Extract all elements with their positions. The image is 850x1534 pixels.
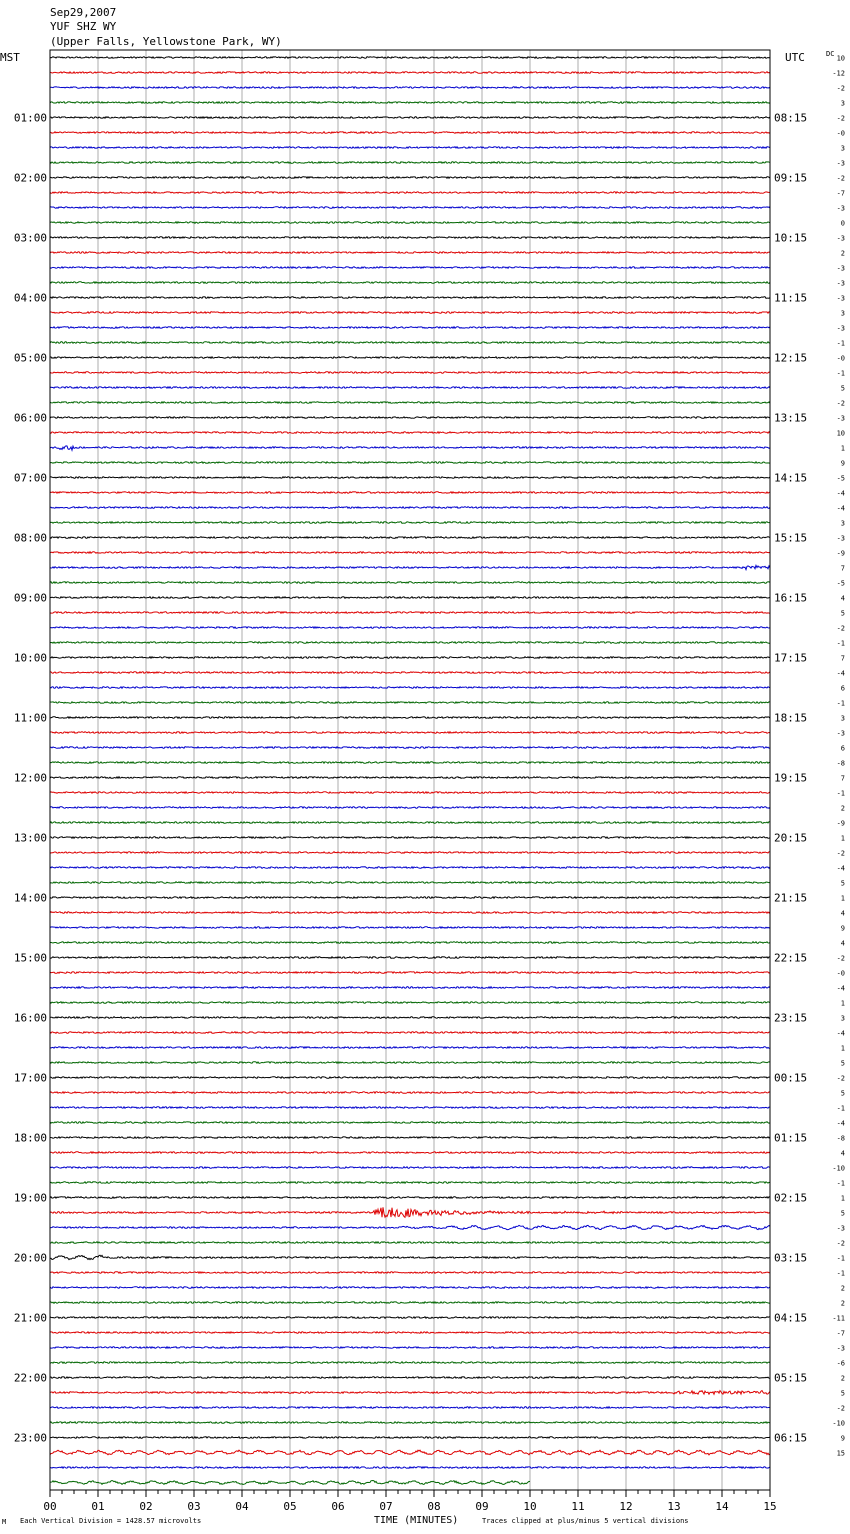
dc-offset: -3 xyxy=(836,729,845,738)
right-hour-label: 00:15 xyxy=(774,1071,808,1085)
dc-offset: -1 xyxy=(836,789,845,798)
trace-89 xyxy=(50,1391,770,1395)
trace-25 xyxy=(50,432,770,434)
dc-offset: -1 xyxy=(836,639,845,648)
dc-offset: -2 xyxy=(836,1404,845,1413)
trace-83 xyxy=(50,1302,770,1304)
x-tick-label: 15 xyxy=(763,1500,777,1513)
trace-65 xyxy=(50,1032,770,1034)
dc-offset: -2 xyxy=(836,84,845,93)
trace-32 xyxy=(50,537,770,539)
x-tick-label: 14 xyxy=(715,1500,729,1513)
trace-16 xyxy=(50,297,770,299)
left-hour-label: 12:00 xyxy=(13,771,47,785)
trace-17 xyxy=(50,312,770,314)
dc-offset: 1 xyxy=(840,834,845,843)
dc-offset: -4 xyxy=(836,864,845,873)
dc-offset: 1 xyxy=(840,999,845,1008)
right-hour-label: 02:15 xyxy=(774,1191,808,1205)
dc-offset: -2 xyxy=(836,624,845,633)
trace-26 xyxy=(50,446,770,450)
trace-72 xyxy=(50,1137,770,1139)
trace-63 xyxy=(50,1002,770,1004)
dc-offset: 3 xyxy=(840,1014,845,1023)
trace-67 xyxy=(50,1062,770,1064)
dc-offset: 6 xyxy=(840,744,845,753)
trace-90 xyxy=(50,1407,770,1409)
left-hour-label: 08:00 xyxy=(13,531,47,545)
dc-offset: 10 xyxy=(836,54,845,63)
dc-offset: 3 xyxy=(840,519,845,528)
trace-73 xyxy=(50,1152,770,1154)
right-axis-label: UTC xyxy=(785,51,805,64)
dc-offset: 6 xyxy=(840,684,845,693)
trace-27 xyxy=(50,462,770,464)
trace-48 xyxy=(50,777,770,779)
x-tick-label: 08 xyxy=(427,1500,441,1513)
dc-offset: 5 xyxy=(840,1209,845,1218)
left-hour-label: 22:00 xyxy=(13,1371,47,1385)
left-hour-label: 09:00 xyxy=(13,591,47,605)
dc-offset: -1 xyxy=(836,699,845,708)
dc-offset: -1 xyxy=(836,369,845,378)
trace-64 xyxy=(50,1017,770,1019)
trace-61 xyxy=(50,972,770,974)
dc-offset: -9 xyxy=(836,819,845,828)
right-hour-label: 06:15 xyxy=(774,1431,808,1445)
left-hour-label: 01:00 xyxy=(13,111,47,125)
dc-offset: -4 xyxy=(836,504,845,513)
footer-scale-note: Each Vertical Division = 1428.57 microvolts xyxy=(20,1517,202,1525)
left-hour-label: 13:00 xyxy=(13,831,47,845)
trace-38 xyxy=(50,627,770,629)
dc-offset: 15 xyxy=(836,1449,845,1458)
dc-offset: -2 xyxy=(836,114,845,123)
trace-21 xyxy=(50,372,770,374)
dc-offset: -1 xyxy=(836,1269,845,1278)
trace-79 xyxy=(50,1242,770,1244)
trace-37 xyxy=(50,612,770,614)
footer-clip-note: Traces clipped at plus/minus 5 vertical divisions xyxy=(482,1517,689,1525)
right-hour-label: 19:15 xyxy=(774,771,808,785)
left-hour-label: 02:00 xyxy=(13,171,47,185)
trace-30 xyxy=(50,507,770,509)
dc-offset: -3 xyxy=(836,234,845,243)
trace-42 xyxy=(50,687,770,689)
trace-49 xyxy=(50,792,770,794)
trace-68 xyxy=(50,1077,770,1079)
dc-offset: -3 xyxy=(836,159,845,168)
right-hour-label: 04:15 xyxy=(774,1311,808,1325)
dc-offset: 7 xyxy=(840,564,845,573)
trace-24 xyxy=(50,417,770,419)
left-hour-label: 19:00 xyxy=(13,1191,47,1205)
trace-1 xyxy=(50,72,770,74)
dc-offset: -12 xyxy=(832,69,845,78)
trace-53 xyxy=(50,852,770,854)
x-tick-label: 06 xyxy=(331,1500,345,1513)
trace-55 xyxy=(50,882,770,884)
dc-offset: -2 xyxy=(836,399,845,408)
dc-offset: 3 xyxy=(840,714,845,723)
left-hour-label: 16:00 xyxy=(13,1011,47,1025)
dc-offset: -3 xyxy=(836,414,845,423)
trace-80 xyxy=(50,1255,770,1259)
trace-29 xyxy=(50,492,770,494)
dc-offset: -7 xyxy=(836,189,845,198)
trace-0 xyxy=(50,57,770,59)
trace-13 xyxy=(50,252,770,254)
dc-offset: 1 xyxy=(840,1044,845,1053)
dc-offset: 7 xyxy=(840,654,845,663)
right-hour-label: 15:15 xyxy=(774,531,808,545)
x-tick-label: 04 xyxy=(235,1500,249,1513)
left-hour-label: 18:00 xyxy=(13,1131,47,1145)
left-hour-label: 06:00 xyxy=(13,411,47,425)
dc-offset: 1 xyxy=(840,894,845,903)
dc-offset: -4 xyxy=(836,489,845,498)
trace-20 xyxy=(50,357,770,359)
left-hour-label: 10:00 xyxy=(13,651,47,665)
dc-offset: -3 xyxy=(836,1224,845,1233)
dc-offset: -2 xyxy=(836,954,845,963)
dc-offset: -3 xyxy=(836,1344,845,1353)
dc-offset: 5 xyxy=(840,1089,845,1098)
left-axis-label: MST xyxy=(0,51,20,64)
right-hour-label: 12:15 xyxy=(774,351,808,365)
dc-offset: 1 xyxy=(840,444,845,453)
dc-offset: 5 xyxy=(840,1389,845,1398)
dc-label: DC xyxy=(826,50,835,58)
right-hour-label: 01:15 xyxy=(774,1131,808,1145)
dc-offset: -4 xyxy=(836,1119,845,1128)
dc-offset: -2 xyxy=(836,174,845,183)
dc-offset: -2 xyxy=(836,849,845,858)
dc-offset: -1 xyxy=(836,1254,845,1263)
trace-3 xyxy=(50,102,770,104)
dc-offset: -3 xyxy=(836,534,845,543)
trace-15 xyxy=(50,282,770,284)
trace-33 xyxy=(50,552,770,554)
dc-offset: -8 xyxy=(836,759,845,768)
trace-19 xyxy=(50,342,770,344)
dc-offset: 5 xyxy=(840,384,845,393)
trace-28 xyxy=(50,477,770,479)
dc-offset: -3 xyxy=(836,279,845,288)
right-hour-label: 20:15 xyxy=(774,831,808,845)
dc-offset: 4 xyxy=(840,939,845,948)
trace-74 xyxy=(50,1167,770,1169)
right-hour-label: 16:15 xyxy=(774,591,808,605)
right-hour-label: 11:15 xyxy=(774,291,808,305)
trace-5 xyxy=(50,132,770,134)
dc-offset: 3 xyxy=(840,309,845,318)
trace-39 xyxy=(50,642,770,644)
trace-60 xyxy=(50,957,770,959)
trace-51 xyxy=(50,822,770,824)
trace-18 xyxy=(50,327,770,329)
trace-81 xyxy=(50,1272,770,1274)
x-tick-label: 11 xyxy=(571,1500,585,1513)
trace-2 xyxy=(50,87,770,89)
x-tick-label: 05 xyxy=(283,1500,297,1513)
x-tick-label: 13 xyxy=(667,1500,681,1513)
right-hour-label: 05:15 xyxy=(774,1371,808,1385)
trace-91 xyxy=(50,1422,770,1424)
x-axis xyxy=(43,1490,776,1513)
dc-offset: 5 xyxy=(840,879,845,888)
right-hour-label: 14:15 xyxy=(774,471,808,485)
dc-offset: 5 xyxy=(840,609,845,618)
left-hour-label: 03:00 xyxy=(13,231,47,245)
dc-offset: -3 xyxy=(836,324,845,333)
dc-offset: 2 xyxy=(840,804,845,813)
trace-12 xyxy=(50,237,770,239)
trace-34 xyxy=(50,565,770,569)
trace-40 xyxy=(50,657,770,659)
dc-offset: 4 xyxy=(840,909,845,918)
left-hour-label: 04:00 xyxy=(13,291,47,305)
left-hour-label: 14:00 xyxy=(13,891,47,905)
trace-4 xyxy=(50,117,770,119)
left-hour-labels xyxy=(14,112,47,1445)
footer-mark: M xyxy=(2,1518,7,1526)
dc-offset: -4 xyxy=(836,1029,845,1038)
trace-14 xyxy=(50,267,770,269)
dc-offset: -1 xyxy=(836,1179,845,1188)
dc-offset: 2 xyxy=(840,249,845,258)
trace-58 xyxy=(50,927,770,929)
trace-8 xyxy=(50,177,770,179)
x-tick-label: 02 xyxy=(139,1500,153,1513)
trace-47 xyxy=(50,762,770,764)
dc-offset: 0 xyxy=(840,219,845,228)
dc-offset: -0 xyxy=(836,129,845,138)
dc-offset: -1 xyxy=(836,339,845,348)
x-tick-label: 10 xyxy=(523,1500,537,1513)
trace-50 xyxy=(50,807,770,809)
dc-offset: -7 xyxy=(836,1329,845,1338)
right-hour-label: 08:15 xyxy=(774,111,808,125)
trace-52 xyxy=(50,837,770,839)
dc-offset: 1 xyxy=(840,1194,845,1203)
trace-94 xyxy=(50,1467,770,1469)
trace-66 xyxy=(50,1047,770,1049)
header-location: (Upper Falls, Yellowstone Park, WY) xyxy=(50,35,282,48)
trace-69 xyxy=(50,1092,770,1094)
trace-84 xyxy=(50,1317,770,1319)
x-tick-label: 07 xyxy=(379,1500,393,1513)
right-hour-label: 23:15 xyxy=(774,1011,808,1025)
left-hour-label: 17:00 xyxy=(13,1071,47,1085)
trace-11 xyxy=(50,222,770,224)
trace-45 xyxy=(50,732,770,734)
dc-offset: 7 xyxy=(840,774,845,783)
dc-offset: -4 xyxy=(836,669,845,678)
header-date: Sep29,2007 xyxy=(50,6,117,19)
trace-88 xyxy=(50,1377,770,1379)
dc-offset: 9 xyxy=(840,924,845,933)
right-hour-label: 21:15 xyxy=(774,891,808,905)
trace-7 xyxy=(50,162,770,164)
header-station: YUF SHZ WY xyxy=(50,20,117,33)
trace-10 xyxy=(50,207,770,209)
right-hour-labels xyxy=(774,112,807,1445)
dc-offset: -4 xyxy=(836,984,845,993)
dc-offset: 2 xyxy=(840,1374,845,1383)
trace-78 xyxy=(50,1225,770,1229)
dc-offset: 3 xyxy=(840,144,845,153)
right-hour-label: 17:15 xyxy=(774,651,808,665)
dc-offset: -5 xyxy=(836,474,845,483)
trace-36 xyxy=(50,597,770,599)
plot-frame xyxy=(50,50,770,1490)
left-hour-label: 11:00 xyxy=(13,711,47,725)
dc-offset: -10 xyxy=(832,1164,845,1173)
left-hour-label: 23:00 xyxy=(13,1431,47,1445)
dc-offset: -8 xyxy=(836,1134,845,1143)
trace-54 xyxy=(50,867,770,869)
trace-85 xyxy=(50,1332,770,1334)
dc-offset: 9 xyxy=(840,1434,845,1443)
dc-offset: -3 xyxy=(836,204,845,213)
dc-offset: 3 xyxy=(840,99,845,108)
trace-44 xyxy=(50,717,770,719)
x-tick-label: 12 xyxy=(619,1500,633,1513)
dc-offset: -0 xyxy=(836,969,845,978)
dc-offset: -3 xyxy=(836,294,845,303)
dc-offset: -11 xyxy=(832,1314,845,1323)
minute-grid xyxy=(98,50,722,1490)
trace-46 xyxy=(50,747,770,749)
left-hour-label: 20:00 xyxy=(13,1251,47,1265)
right-hour-label: 18:15 xyxy=(774,711,808,725)
dc-offset: -2 xyxy=(836,1074,845,1083)
dc-offset: 9 xyxy=(840,459,845,468)
trace-87 xyxy=(50,1362,770,1364)
right-hour-label: 22:15 xyxy=(774,951,808,965)
dc-offset: 2 xyxy=(840,1299,845,1308)
trace-70 xyxy=(50,1107,770,1109)
right-hour-label: 13:15 xyxy=(774,411,808,425)
dc-offset: -1 xyxy=(836,1104,845,1113)
dc-offset: 4 xyxy=(840,594,845,603)
trace-71 xyxy=(50,1122,770,1124)
trace-35 xyxy=(50,582,770,584)
x-axis-title: TIME (MINUTES) xyxy=(374,1515,459,1526)
dc-offset: 5 xyxy=(840,1059,845,1068)
right-hour-label: 03:15 xyxy=(774,1251,808,1265)
x-tick-label: 09 xyxy=(475,1500,489,1513)
x-tick-label: 00 xyxy=(43,1500,57,1513)
trace-92 xyxy=(50,1437,770,1439)
right-hour-label: 09:15 xyxy=(774,171,808,185)
trace-22 xyxy=(50,387,770,389)
right-hour-label: 10:15 xyxy=(774,231,808,245)
dc-offset: -9 xyxy=(836,549,845,558)
trace-93 xyxy=(50,1450,770,1455)
dc-offset: 4 xyxy=(840,1149,845,1158)
trace-59 xyxy=(50,942,770,944)
left-hour-label: 15:00 xyxy=(13,951,47,965)
left-hour-label: 05:00 xyxy=(13,351,47,365)
left-hour-label: 21:00 xyxy=(13,1311,47,1325)
x-tick-label: 01 xyxy=(91,1500,105,1513)
dc-offset: 2 xyxy=(840,1284,845,1293)
trace-62 xyxy=(50,987,770,989)
trace-41 xyxy=(50,672,770,674)
dc-offset: -10 xyxy=(832,1419,845,1428)
trace-group xyxy=(50,57,770,1485)
dc-offset: -5 xyxy=(836,579,845,588)
trace-56 xyxy=(50,897,770,899)
trace-57 xyxy=(50,912,770,914)
trace-23 xyxy=(50,402,770,404)
trace-9 xyxy=(50,192,770,194)
trace-43 xyxy=(50,702,770,704)
dc-offset: -2 xyxy=(836,1239,845,1248)
trace-76 xyxy=(50,1197,770,1199)
trace-77 xyxy=(50,1207,770,1217)
trace-75 xyxy=(50,1182,770,1184)
dc-offset: -6 xyxy=(836,1359,845,1368)
dc-offset-labels xyxy=(832,55,845,1458)
trace-86 xyxy=(50,1347,770,1349)
trace-6 xyxy=(50,147,770,149)
trace-31 xyxy=(50,522,770,524)
dc-offset: -3 xyxy=(836,264,845,273)
dc-offset: -0 xyxy=(836,354,845,363)
dc-offset: 10 xyxy=(836,429,845,438)
x-tick-label: 03 xyxy=(187,1500,201,1513)
left-hour-label: 07:00 xyxy=(13,471,47,485)
trace-82 xyxy=(50,1287,770,1289)
